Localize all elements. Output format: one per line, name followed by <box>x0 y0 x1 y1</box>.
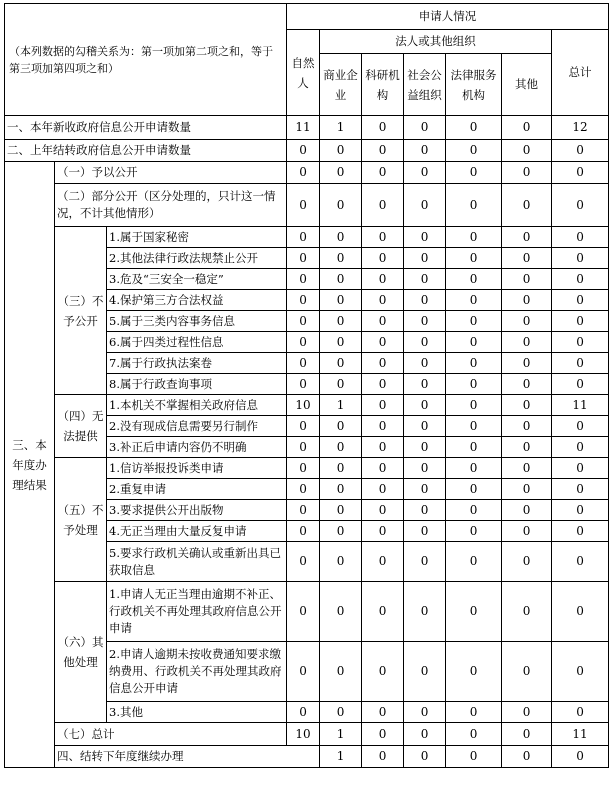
col-public-welfare-org: 社会公益组织 <box>404 54 446 116</box>
cell: 0 <box>320 642 362 702</box>
cell: 0 <box>320 458 362 479</box>
cell: 0 <box>502 184 552 227</box>
applicant-situation-header: 申请人情况 <box>287 4 609 30</box>
legal-person-group-header: 法人或其他组织 <box>320 30 552 54</box>
cell: 0 <box>404 500 446 521</box>
cell: 0 <box>320 353 362 374</box>
cell: 0 <box>287 140 320 162</box>
cell: 0 <box>502 269 552 290</box>
cell: 0 <box>287 582 320 642</box>
cell: 0 <box>404 290 446 311</box>
cell: 0 <box>320 162 362 184</box>
cell: 0 <box>404 353 446 374</box>
cell: 0 <box>552 248 609 269</box>
cell: 0 <box>404 332 446 353</box>
cell: 0 <box>552 416 609 437</box>
cell: 0 <box>446 311 502 332</box>
cell: 0 <box>502 162 552 184</box>
cell: 0 <box>502 582 552 642</box>
cell: 0 <box>502 311 552 332</box>
cell: 0 <box>404 642 446 702</box>
cell: 0 <box>362 416 404 437</box>
cell: 0 <box>320 374 362 395</box>
cell: 0 <box>502 116 552 140</box>
cell: 0 <box>287 437 320 458</box>
cell: 0 <box>552 702 609 723</box>
cell: 0 <box>446 162 502 184</box>
cell: 0 <box>362 227 404 248</box>
col-commercial-enterprise: 商业企业 <box>320 54 362 116</box>
row-label: 3.要求提供公开出版物 <box>107 500 287 521</box>
cell: 0 <box>552 353 609 374</box>
cell: 0 <box>446 642 502 702</box>
cell: 0 <box>446 116 502 140</box>
cell: 0 <box>320 290 362 311</box>
cell: 0 <box>446 437 502 458</box>
cell: 1 <box>320 723 362 746</box>
cell: 0 <box>362 162 404 184</box>
cell: 0 <box>320 332 362 353</box>
cell: 0 <box>362 500 404 521</box>
section-3-label: 三、本年度办理结果 <box>5 162 55 768</box>
cell: 0 <box>362 642 404 702</box>
cell: 0 <box>552 311 609 332</box>
cell: 0 <box>404 723 446 746</box>
cell: 0 <box>502 479 552 500</box>
cell: 0 <box>552 140 609 162</box>
cell: 0 <box>552 479 609 500</box>
cell: 0 <box>552 582 609 642</box>
cell: 0 <box>320 248 362 269</box>
col-natural-person: 自然人 <box>287 30 320 116</box>
cell: 0 <box>552 290 609 311</box>
row-label: 5.要求行政机关确认或重新出具已获取信息 <box>107 542 287 582</box>
cell: 0 <box>404 374 446 395</box>
cell: 0 <box>502 332 552 353</box>
cell: 11 <box>552 395 609 416</box>
row-other-processing-1 <box>5 582 609 642</box>
cell: 0 <box>502 437 552 458</box>
cell: 1 <box>320 746 362 768</box>
cell: 0 <box>552 374 609 395</box>
cell: 0 <box>446 723 502 746</box>
cell: 0 <box>320 542 362 582</box>
cell: 0 <box>502 353 552 374</box>
cell: 0 <box>404 162 446 184</box>
cell: 0 <box>320 140 362 162</box>
disclosure-stats-table <box>4 3 609 768</box>
row-unable-1 <box>5 395 609 416</box>
cell: 0 <box>287 311 320 332</box>
row-label: 3.补正后申请内容仍不明确 <box>107 437 287 458</box>
cell: 0 <box>287 642 320 702</box>
row-not-processed-1 <box>5 458 609 479</box>
row-label: 7.属于行政执法案卷 <box>107 353 287 374</box>
cell: 0 <box>446 248 502 269</box>
row-label: 3.危及“三安全一稳定” <box>107 269 287 290</box>
cell: 0 <box>287 269 320 290</box>
col-legal-service-org: 法律服务机构 <box>446 54 502 116</box>
cell: 0 <box>362 395 404 416</box>
cell: 0 <box>446 582 502 642</box>
cell: 0 <box>552 162 609 184</box>
cell: 0 <box>552 184 609 227</box>
cell: 0 <box>287 500 320 521</box>
cell: 1 <box>320 116 362 140</box>
cell: 0 <box>502 248 552 269</box>
cell: 0 <box>446 479 502 500</box>
cell: 0 <box>404 416 446 437</box>
cell: 0 <box>287 479 320 500</box>
cell: 0 <box>404 437 446 458</box>
row-label: （七）总计 <box>55 723 287 746</box>
cell: 0 <box>404 702 446 723</box>
cell: 0 <box>287 290 320 311</box>
cell: 0 <box>287 184 320 227</box>
cell: 0 <box>502 227 552 248</box>
cell: 0 <box>362 723 404 746</box>
row-label: 四、结转下年度继续办理 <box>55 746 320 768</box>
cell: 0 <box>287 227 320 248</box>
cell: 0 <box>320 702 362 723</box>
col-other: 其他 <box>502 54 552 116</box>
cell: 0 <box>287 521 320 542</box>
cell: 11 <box>552 723 609 746</box>
cell: 0 <box>362 374 404 395</box>
cell: 0 <box>362 437 404 458</box>
cell: 0 <box>404 311 446 332</box>
group-other-processing-label: （六）其他处理 <box>55 582 107 723</box>
cell: 0 <box>446 353 502 374</box>
cell: 0 <box>502 723 552 746</box>
cell: 0 <box>320 184 362 227</box>
row-label: 5.属于三类内容事务信息 <box>107 311 287 332</box>
row-total <box>5 723 609 746</box>
cell: 0 <box>362 702 404 723</box>
cell: 0 <box>287 416 320 437</box>
row-label: 4.保护第三方合法权益 <box>107 290 287 311</box>
cell: 0 <box>362 311 404 332</box>
row-label: 2.没有现成信息需要另行制作 <box>107 416 287 437</box>
cell: 0 <box>502 374 552 395</box>
cell: 0 <box>552 458 609 479</box>
cell: 0 <box>446 290 502 311</box>
cell: 0 <box>362 458 404 479</box>
cell: 0 <box>362 290 404 311</box>
cell: 0 <box>552 746 609 768</box>
cell: 0 <box>362 184 404 227</box>
row-label: 1.本机关不掌握相关政府信息 <box>107 395 287 416</box>
cell: 0 <box>552 227 609 248</box>
cell: 0 <box>502 395 552 416</box>
cell: 0 <box>552 542 609 582</box>
cell: 10 <box>287 395 320 416</box>
cell: 10 <box>287 723 320 746</box>
row-label: 8.属于行政查询事项 <box>107 374 287 395</box>
cell: 0 <box>362 248 404 269</box>
cell: 0 <box>502 542 552 582</box>
cell: 0 <box>502 702 552 723</box>
row-label: 2.申请人逾期未按收费通知要求缴纳费用、行政机关不再处理其政府信息公开申请 <box>107 642 287 702</box>
cell: 0 <box>502 746 552 768</box>
cell: 0 <box>502 521 552 542</box>
row-label: 二、上年结转政府信息公开申请数量 <box>5 140 287 162</box>
cell: 0 <box>320 582 362 642</box>
row-label: 2.重复申请 <box>107 479 287 500</box>
cell: 0 <box>287 353 320 374</box>
cell: 0 <box>446 227 502 248</box>
cell: 0 <box>502 458 552 479</box>
cell: 0 <box>446 374 502 395</box>
cell: 0 <box>362 269 404 290</box>
cell: 0 <box>404 542 446 582</box>
row-label: 1.申请人无正当理由逾期不补正、行政机关不再处理其政府信息公开申请 <box>107 582 287 642</box>
row-not-disclosed-1 <box>5 227 609 248</box>
cell: 0 <box>362 140 404 162</box>
cell: 0 <box>404 582 446 642</box>
cell: 0 <box>446 458 502 479</box>
row-label: 1.属于国家秘密 <box>107 227 287 248</box>
cell: 0 <box>404 479 446 500</box>
cell: 0 <box>287 542 320 582</box>
header-row-1 <box>5 4 609 30</box>
cell: 0 <box>502 642 552 702</box>
row-carry-forward <box>5 746 609 768</box>
cell: 0 <box>287 332 320 353</box>
cell: 0 <box>362 542 404 582</box>
cell: 0 <box>446 542 502 582</box>
cell: 0 <box>320 479 362 500</box>
cell: 0 <box>404 116 446 140</box>
cell: 0 <box>404 184 446 227</box>
group-unable-label: （四）无法提供 <box>55 395 107 458</box>
cell: 0 <box>446 140 502 162</box>
cell: 0 <box>552 332 609 353</box>
cell: 0 <box>446 332 502 353</box>
row-label: 1.信访举报投诉类申请 <box>107 458 287 479</box>
cell: 0 <box>404 227 446 248</box>
cell: 0 <box>446 416 502 437</box>
cell: 0 <box>446 184 502 227</box>
cell: 0 <box>287 374 320 395</box>
cell: 0 <box>446 746 502 768</box>
cell: 0 <box>446 269 502 290</box>
row-label: （二）部分公开（区分处理的，只计这一情况，不计其他情形） <box>55 184 287 227</box>
row-carried-over <box>5 140 609 162</box>
cell: 12 <box>552 116 609 140</box>
row-label: 6.属于四类过程性信息 <box>107 332 287 353</box>
row-label: 4.无正当理由大量反复申请 <box>107 521 287 542</box>
cell: 0 <box>446 521 502 542</box>
relation-note: （本列数据的勾稽关系为：第一项加第二项之和，等于第三项加第四项之和） <box>5 4 287 116</box>
cell: 0 <box>404 458 446 479</box>
row-label: 3.其他 <box>107 702 287 723</box>
cell: 0 <box>320 416 362 437</box>
cell: 0 <box>287 702 320 723</box>
row-partially-disclosed <box>5 184 609 227</box>
cell: 0 <box>320 521 362 542</box>
cell: 0 <box>446 395 502 416</box>
cell: 0 <box>320 500 362 521</box>
cell: 0 <box>502 290 552 311</box>
cell: 0 <box>362 479 404 500</box>
cell: 0 <box>502 416 552 437</box>
cell: 0 <box>552 500 609 521</box>
cell: 0 <box>362 116 404 140</box>
cell: 0 <box>552 642 609 702</box>
cell: 0 <box>320 311 362 332</box>
cell: 0 <box>287 162 320 184</box>
cell: 0 <box>362 353 404 374</box>
cell: 0 <box>404 521 446 542</box>
row-disclosed <box>5 162 609 184</box>
cell: 0 <box>404 269 446 290</box>
cell: 11 <box>287 116 320 140</box>
cell: 0 <box>362 582 404 642</box>
row-label: （一）予以公开 <box>55 162 287 184</box>
row-label: 一、本年新收政府信息公开申请数量 <box>5 116 287 140</box>
cell: 0 <box>362 521 404 542</box>
cell: 0 <box>502 500 552 521</box>
cell: 0 <box>320 437 362 458</box>
cell: 0 <box>362 746 404 768</box>
cell: 0 <box>287 248 320 269</box>
cell: 0 <box>404 395 446 416</box>
cell: 1 <box>320 395 362 416</box>
cell: 0 <box>320 227 362 248</box>
col-total: 总计 <box>552 30 609 116</box>
group-not-disclosed-label: （三）不予公开 <box>55 227 107 395</box>
cell: 0 <box>446 702 502 723</box>
cell: 0 <box>552 269 609 290</box>
cell: 0 <box>404 248 446 269</box>
cell: 0 <box>404 140 446 162</box>
cell: 0 <box>552 437 609 458</box>
row-new-applications <box>5 116 609 140</box>
col-research-institution: 科研机构 <box>362 54 404 116</box>
row-label: 2.其他法律行政法规禁止公开 <box>107 248 287 269</box>
cell: 0 <box>446 500 502 521</box>
cell: 0 <box>404 746 446 768</box>
cell: 0 <box>320 269 362 290</box>
cell: 0 <box>552 521 609 542</box>
cell: 0 <box>362 332 404 353</box>
cell: 0 <box>502 140 552 162</box>
group-not-processed-label: （五）不予处理 <box>55 458 107 582</box>
cell: 0 <box>287 458 320 479</box>
